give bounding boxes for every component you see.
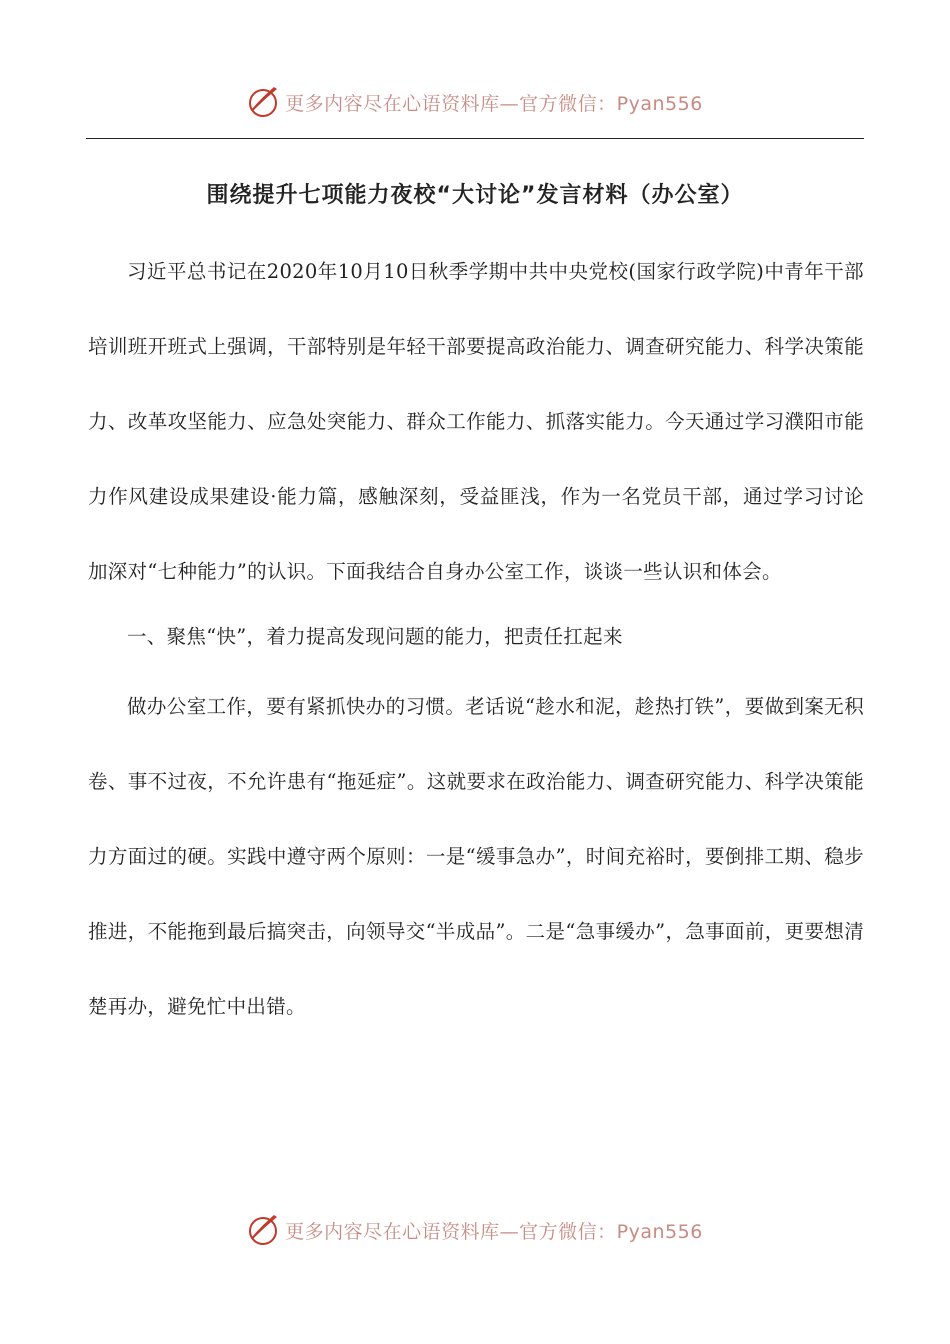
watermark-banner-top <box>0 80 950 124</box>
document-body <box>88 234 864 1044</box>
paragraph-intro: 习近平总书记在2020年10月10日秋季学期中共中央党校(国家行政学院)中青年干部培训班开班式上强调，干部特别是年轻干部要提高政治能力、调查研究能力、科学决策能力、改革攻坚能力、应急处突能力、群众工作能力、抓落实能力。今天通过学习濮阳市能力作风建设成果建设·能力篇，感触深刻，受益匪浅，作为一名党员干部，通过学习讨论加深对“七种能力”的认识。下面我结合自身办公室工作，谈谈一些认识和体会。 <box>88 260 864 583</box>
pen-logo-icon <box>247 85 281 119</box>
header-divider <box>86 138 864 139</box>
pen-logo-icon <box>247 1213 281 1247</box>
watermark-text: 更多内容尽在心语资料库—官方微信：Pyan556 <box>285 92 703 115</box>
watermark-handle: Pyan556 <box>616 1220 703 1243</box>
watermark-handle: Pyan556 <box>616 92 703 115</box>
watermark-text: 更多内容尽在心语资料库—官方微信：Pyan556 <box>285 1220 703 1243</box>
document-title: 围绕提升七项能力夜校“大讨论”发言材料（办公室） <box>206 183 744 208</box>
watermark-banner-bottom <box>0 1208 950 1252</box>
section-heading-1: 一、聚焦“快”，着力提高发现问题的能力，把责任扛起来 <box>127 625 623 648</box>
paragraph-section-1: 做办公室工作，要有紧抓快办的习惯。老话说“趁水和泥，趁热打铁”，要做到案无积卷、事不过夜，不允许患有“拖延症”。这就要求在政治能力、调查研究能力、科学决策能力方面过的硬。实践中遵守两个原则：一是“缓事急办”，时间充裕时，要倒排工期、稳步推进，不能拖到最后搞突击，向领导交“半成品”。二是“急事缓办”，急事面前，更要想清楚再办，避免忙中出错。 <box>88 695 864 1018</box>
